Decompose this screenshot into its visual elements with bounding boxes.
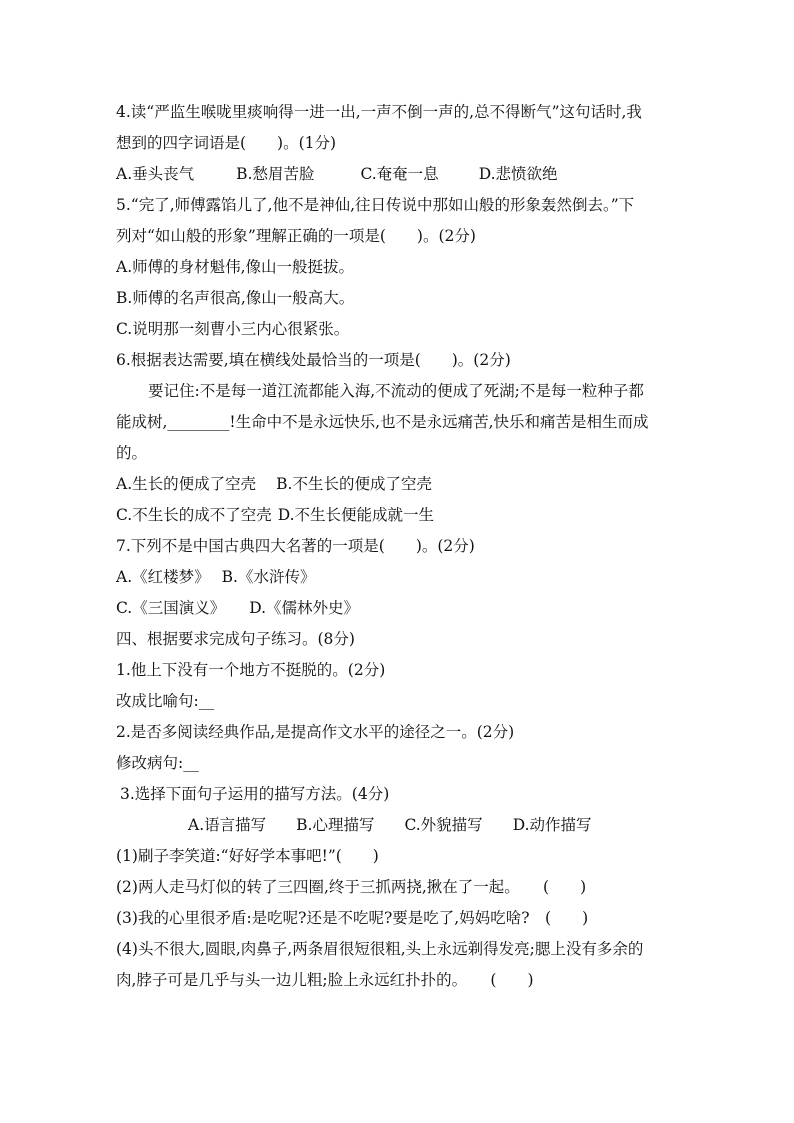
q7-option-c: C.《三国演义》	[116, 599, 226, 617]
q7-option-d: D.《儒林外史》	[249, 599, 360, 617]
s4-q3-option-c: C.外貌描写	[404, 816, 483, 834]
q5-option-b: B.师傅的名声很高,像山一般高大。	[116, 289, 355, 307]
s4-q3-option-d: D.动作描写	[512, 816, 592, 834]
q5-line2: 列对“如山般的形象”理解正确的一项是( )。(2分)	[116, 227, 476, 245]
s4-q3-item3: (3)我的心里很矛盾:是吃呢?还是不吃呢?要是吃了,妈妈吃啥? ( )	[116, 909, 589, 927]
q6-line1: 6.根据表达需要,填在横线处最恰当的一项是( )。(2分)	[116, 351, 511, 369]
s4-q3-option-a: A.语言描写	[188, 816, 267, 834]
q6-passage-line1: 要记住:不是每一道江流都能入海,不流动的便成了死湖;不是每一粒种子都	[148, 382, 644, 400]
section4-heading: 四、根据要求完成句子练习。(8分)	[116, 630, 355, 648]
s4-q3-item4-line2: 肉,脖子可是几乎与头一边儿粗;脸上永远红扑扑的。 ( )	[116, 971, 534, 989]
s4-q1-answer: 改成比喻句:__	[116, 692, 215, 710]
s4-q3-line1: 3.选择下面句子运用的描写方法。(4分)	[120, 785, 390, 803]
q7-line1: 7.下列不是中国古典四大名著的一项是( )。(2分)	[116, 537, 475, 555]
q6-option-a: A.生长的便成了空壳	[116, 475, 257, 493]
q4-options	[116, 164, 558, 184]
q5-option-a: A.师傅的身材魁伟,像山一般挺拔。	[116, 258, 355, 276]
q4-line2: 想到的四字词语是( )。(1分)	[116, 134, 337, 152]
s4-q2-answer: 修改病句:__	[116, 754, 199, 772]
q6-option-c: C.不生长的成不了空壳	[116, 506, 272, 524]
q4-option-a: A.垂头丧气	[116, 165, 195, 183]
q4-option-b: B.愁眉苦脸	[236, 165, 315, 183]
q7-options-row1	[116, 567, 315, 587]
q7-option-a: A.《红楼梦》	[116, 568, 210, 586]
s4-q2-line1: 2.是否多阅读经典作品,是提高作文水平的途径之一。(2分)	[116, 723, 515, 741]
q7-options-row2	[116, 598, 359, 618]
s4-q3-item1: (1)刷子李笑道:“好好学本事吧!”( )	[116, 847, 379, 865]
s4-q3-options	[188, 815, 592, 835]
q4-option-d: D.悲愤欲绝	[478, 165, 558, 183]
s4-q3-item4-line1: (4)头不很大,圆眼,肉鼻子,两条眉很短很粗,头上永远剃得发亮;腮上没有多余的	[116, 940, 644, 958]
q4-option-c: C.奄奄一息	[360, 165, 439, 183]
q6-option-b: B.不生长的便成了空壳	[276, 475, 432, 493]
q5-option-c: C.说明那一刻曹小三内心很紧张。	[116, 320, 350, 338]
s4-q3-option-b: B.心理描写	[296, 816, 375, 834]
s4-q3-item2: (2)两人走马灯似的转了三四圈,终于三抓两挠,揪在了一起。 ( )	[116, 878, 587, 896]
q7-option-b: B.《水浒传》	[221, 568, 316, 586]
q6-options-row2	[116, 505, 434, 525]
q4-line1: 4.读“严监生喉咙里痰响得一进一出,一声不倒一声的,总不得断气”这句话时,我	[116, 103, 642, 121]
q6-passage-line3: 的。	[116, 444, 148, 462]
q6-option-d: D.不生长便能成就一生	[277, 506, 435, 524]
q5-line1: 5.“完了,师傅露馅儿了,他不是神仙,往日传说中那如山般的形象轰然倒去。”下	[116, 196, 635, 214]
q6-passage-line2: 能成树,________!生命中不是永远快乐,也不是永远痛苦,快乐和痛苦是相生而成	[116, 413, 649, 431]
q6-options-row1	[116, 474, 432, 494]
s4-q1-line1: 1.他上下没有一个地方不挺脱的。(2分)	[116, 661, 386, 679]
